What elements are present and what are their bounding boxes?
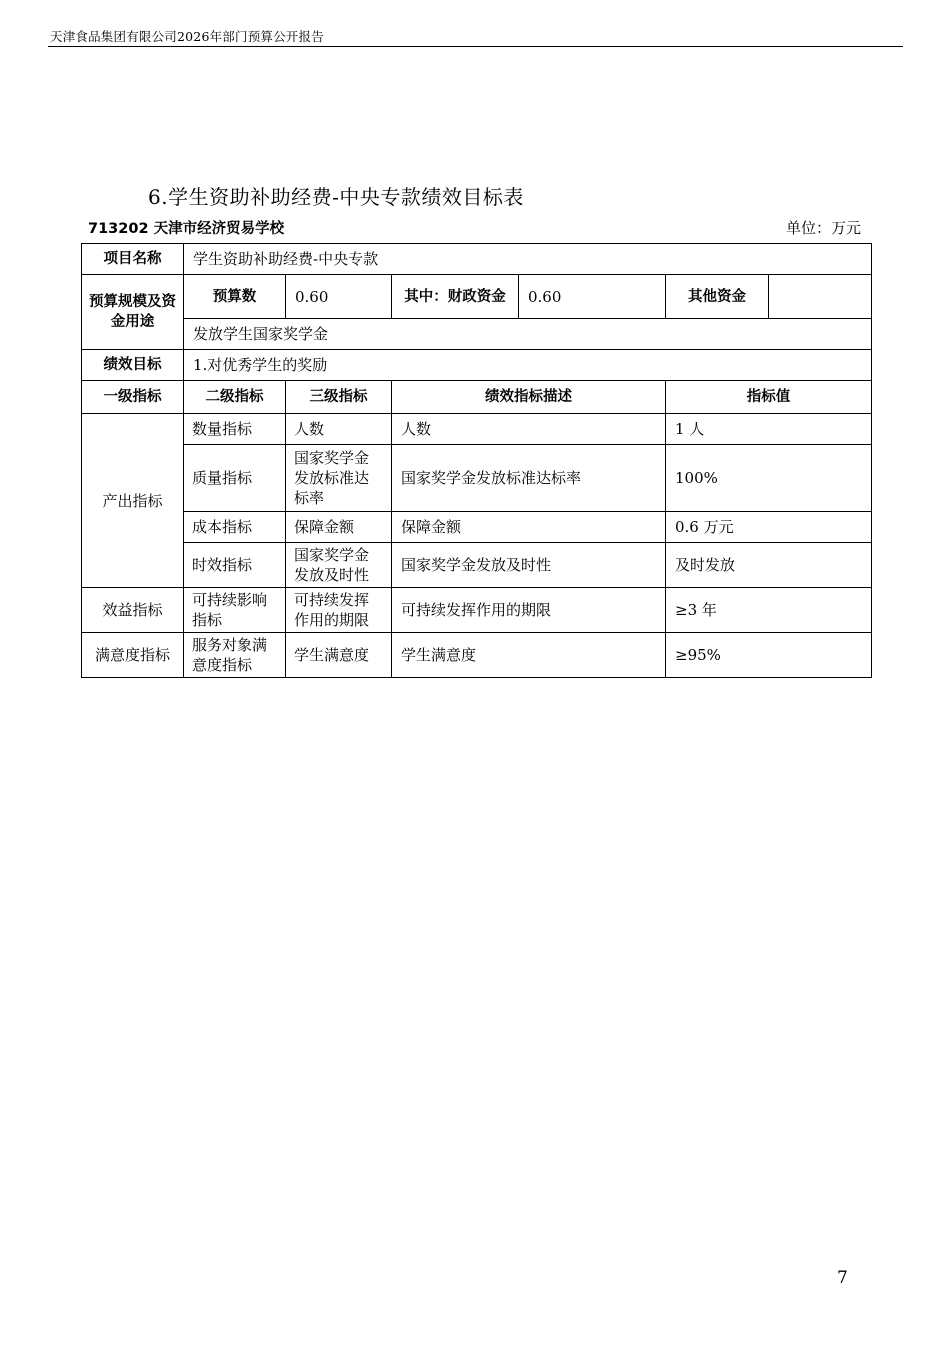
level3-cell: 国家奖学金发放及时性: [286, 543, 392, 588]
description-cell: 可持续发挥作用的期限: [392, 588, 666, 633]
value-cell: 0.6 万元: [666, 512, 872, 543]
description-cell: 国家奖学金发放及时性: [392, 543, 666, 588]
description-cell: 人数: [392, 414, 666, 445]
table-row: [82, 633, 872, 678]
value-cell: 及时发放: [666, 543, 872, 588]
header-level2: 二级指标: [184, 381, 286, 414]
project-name-label: 项目名称: [82, 244, 184, 275]
fiscal-funds-label: 其中：财政资金: [392, 275, 519, 319]
other-funds-value: [769, 275, 872, 319]
level2-cell: 成本指标: [184, 512, 286, 543]
organization-label: 713202 天津市经济贸易学校: [88, 221, 285, 237]
budget-row: [82, 275, 872, 319]
table-row: [82, 445, 872, 512]
performance-goal-label: 绩效目标: [82, 350, 184, 381]
performance-target-table: [81, 243, 872, 678]
budget-amount-value: 0.60: [286, 275, 392, 319]
level3-cell: 保障金额: [286, 512, 392, 543]
level1-cell: 效益指标: [82, 588, 184, 633]
project-name-value: 学生资助补助经费-中央专款: [184, 244, 872, 275]
project-row: [82, 244, 872, 275]
header-description: 绩效指标描述: [392, 381, 666, 414]
budget-scale-label: 预算规模及资金用途: [82, 275, 184, 350]
level2-cell: 质量指标: [184, 445, 286, 512]
performance-goal-value: 1.对优秀学生的奖励: [184, 350, 872, 381]
table-row: [82, 414, 872, 445]
header-level3: 三级指标: [286, 381, 392, 414]
header-level1: 一级指标: [82, 381, 184, 414]
level1-cell: 满意度指标: [82, 633, 184, 678]
usage-row: [82, 319, 872, 350]
description-cell: 保障金额: [392, 512, 666, 543]
level3-cell: 可持续发挥作用的期限: [286, 588, 392, 633]
value-cell: 1 人: [666, 414, 872, 445]
level3-cell: 人数: [286, 414, 392, 445]
indicator-header-row: [82, 381, 872, 414]
level2-cell: 时效指标: [184, 543, 286, 588]
level3-cell: 学生满意度: [286, 633, 392, 678]
description-cell: 国家奖学金发放标准达标率: [392, 445, 666, 512]
table-title: 6.学生资助补助经费-中央专款绩效目标表: [148, 185, 524, 209]
page-number: 7: [837, 1268, 848, 1288]
running-header: 天津食品集团有限公司2026年部门预算公开报告: [50, 29, 324, 44]
fiscal-funds-value: 0.60: [519, 275, 666, 319]
value-cell: ≥3 年: [666, 588, 872, 633]
funds-usage-value: 发放学生国家奖学金: [184, 319, 872, 350]
goal-row: [82, 350, 872, 381]
header-value: 指标值: [666, 381, 872, 414]
table-row: [82, 588, 872, 633]
table-row: [82, 543, 872, 588]
description-cell: 学生满意度: [392, 633, 666, 678]
level2-cell: 可持续影响指标: [184, 588, 286, 633]
other-funds-label: 其他资金: [666, 275, 769, 319]
level1-cell: 产出指标: [82, 414, 184, 588]
unit-label: 单位：万元: [785, 219, 861, 237]
table-row: [82, 512, 872, 543]
value-cell: ≥95%: [666, 633, 872, 678]
value-cell: 100%: [666, 445, 872, 512]
level2-cell: 数量指标: [184, 414, 286, 445]
level2-cell: 服务对象满意度指标: [184, 633, 286, 678]
header-divider: [48, 46, 903, 47]
budget-amount-label: 预算数: [184, 275, 286, 319]
level3-cell: 国家奖学金发放标准达标率: [286, 445, 392, 512]
